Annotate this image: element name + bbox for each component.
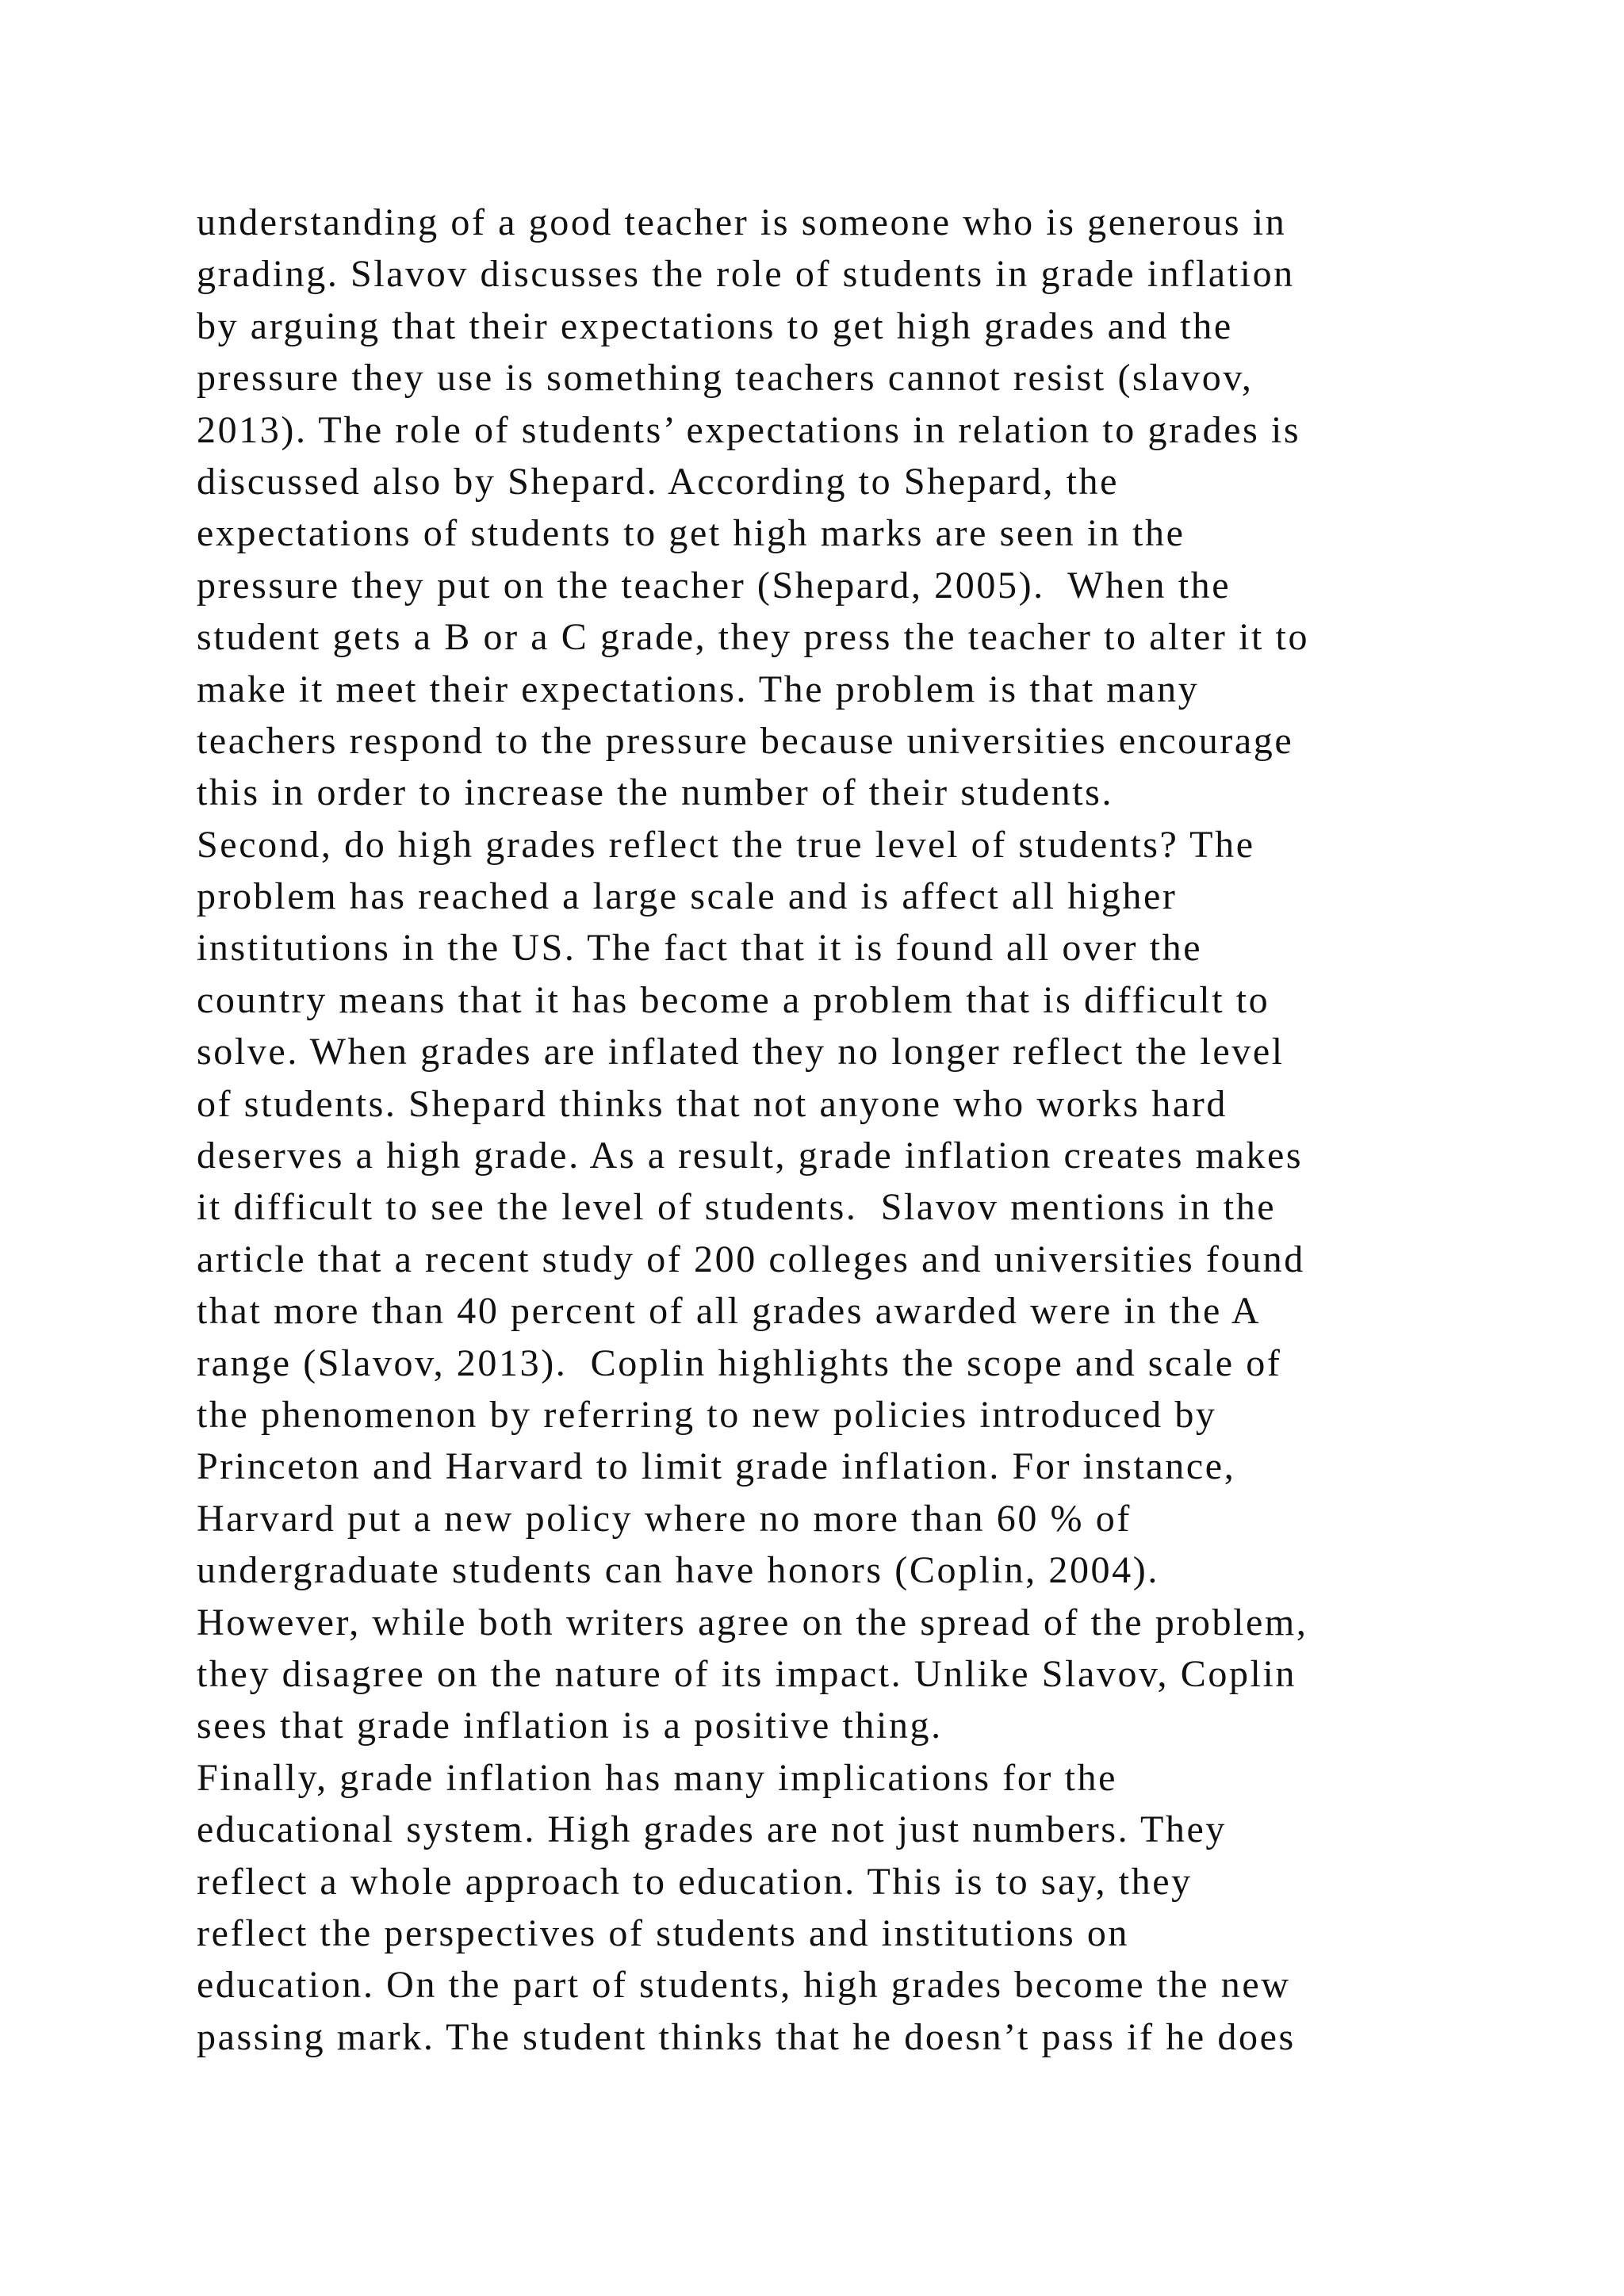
text-line: country means that it has become a problem that is difficult to (197, 978, 1270, 1021)
text-line: Harvard put a new policy where no more than 60 % of (197, 1497, 1132, 1540)
text-line: However, while both writers agree on the spread of the problem, (197, 1601, 1308, 1644)
text-line: educational system. High grades are not just numbers. They (197, 1808, 1227, 1851)
text-line: it difficult to see the level of students. Slavov mentions in the (197, 1186, 1277, 1229)
text-line: that more than 40 percent of all grades awarded were in the A (197, 1290, 1262, 1333)
text-line: expectations of students to get high marks are seen in the (197, 512, 1185, 555)
text-line: sees that grade inflation is a positive thing. (197, 1705, 943, 1747)
text-line: understanding of a good teacher is someone who is generous in (197, 201, 1287, 243)
text-line: passing mark. The student thinks that he doesn’t pass if he does (197, 2015, 1296, 2058)
text-line: undergraduate students can have honors (Coplin, 2004). (197, 1549, 1159, 1592)
text-line: deserves a high grade. As a result, grade inflation creates makes (197, 1135, 1304, 1177)
text-line: range (Slavov, 2013). Coplin highlights the scope and scale of (197, 1341, 1282, 1384)
text-line: teachers respond to the pressure because universities encourage (197, 719, 1294, 762)
text-line: student gets a B or a C grade, they press the teacher to alter it to (197, 616, 1310, 659)
text-line: problem has reached a large scale and is affect all higher (197, 875, 1178, 918)
text-line: this in order to increase the number of their students. (197, 771, 1114, 814)
text-line: education. On the part of students, high grades become the new (197, 1964, 1291, 2007)
text-line: reflect a whole approach to education. This is to say, they (197, 1860, 1193, 1903)
text-line: the phenomenon by referring to new policies introduced by (197, 1393, 1217, 1436)
text-line: Second, do high grades reflect the true level of students? The (197, 823, 1255, 866)
text-line: article that a recent study of 200 colleges and universities found (197, 1238, 1305, 1280)
body-text (197, 197, 1497, 2063)
text-line: make it meet their expectations. The problem is that many (197, 668, 1200, 710)
text-line: Finally, grade inflation has many implications for the (197, 1756, 1118, 1799)
text-line: discussed also by Shepard. According to Shepard, the (197, 460, 1120, 503)
text-line: by arguing that their expectations to get high grades and the (197, 304, 1233, 347)
text-line: Princeton and Harvard to limit grade inflation. For instance, (197, 1445, 1236, 1488)
text-line: they disagree on the nature of its impact. Unlike Slavov, Coplin (197, 1652, 1297, 1695)
text-line: grading. Slavov discusses the role of students in grade inflation (197, 253, 1295, 296)
text-line: institutions in the US. The fact that it is found all over the (197, 927, 1203, 970)
text-line: of students. Shepard thinks that not anyone who works hard (197, 1082, 1228, 1125)
text-line: pressure they use is something teachers cannot resist (slavov, (197, 357, 1254, 400)
text-line: pressure they put on the teacher (Shepard, 2005). When the (197, 564, 1231, 607)
text-line: reflect the perspectives of students and institutions on (197, 1911, 1130, 1954)
text-line: solve. When grades are inflated they no longer reflect the level (197, 1031, 1285, 1073)
text-line: 2013). The role of students’ expectations in relation to grades is (197, 408, 1301, 451)
